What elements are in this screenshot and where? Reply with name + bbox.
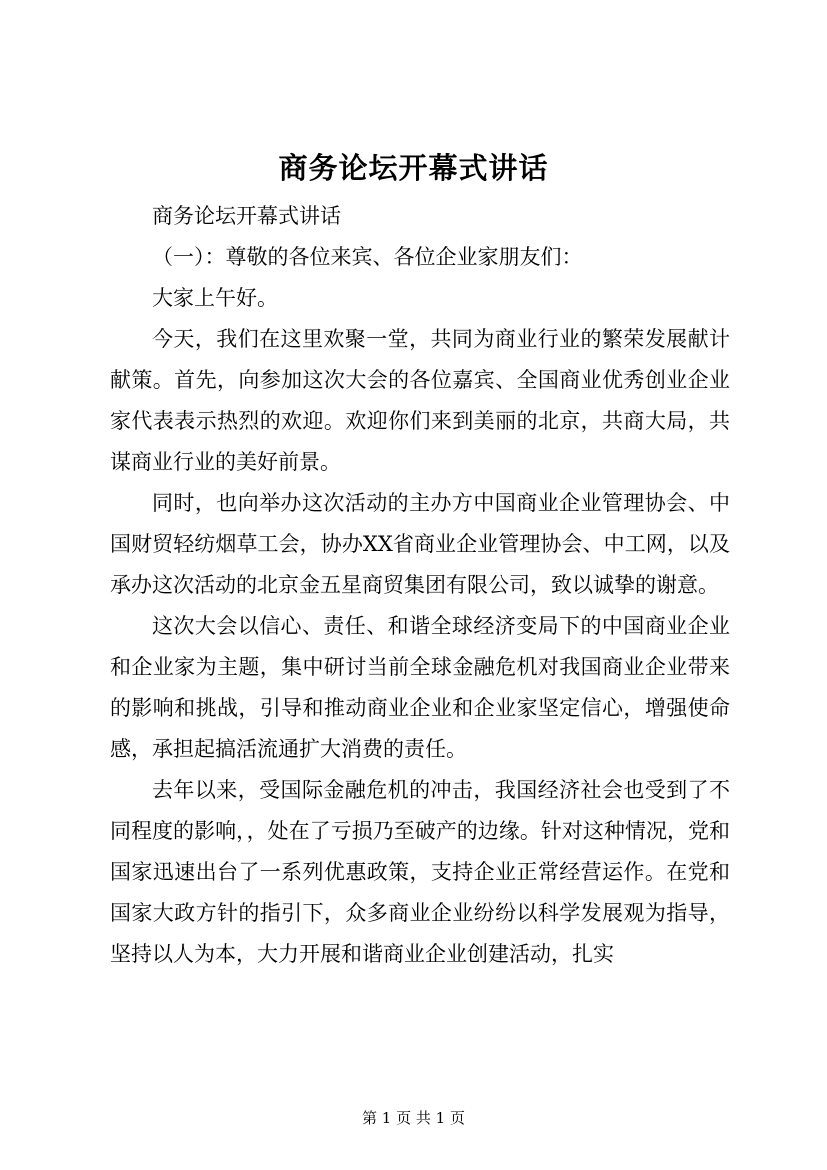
body-paragraph-background: 去年以来，受国际金融危机的冲击，我国经济社会也受到了不同程度的影响，，处在了亏损乃至破产的边缘。针对这种情况，党和国家迅速出台了一系列优惠政策，支持企业正常经营运作。在党和国家大政方针的指引下，众多商业企业纷纷以科学发展观为指导，坚持以人为本，大力开展和谐商业企业创建活动，扎实 [110, 778, 730, 966]
body-paragraph-heading: 商务论坛开幕式讲话 [152, 204, 341, 228]
document-body [110, 196, 730, 975]
body-paragraph-theme: 这次大会以信心、责任、和谐全球经济变局下的中国商业企业和企业家为主题，集中研讨当前全球金融危机对我国商业企业带来的影响和挑战，引导和推动商业企业和企业家坚定信心，增强使命感，承担起搞活流通扩大消费的责任。 [110, 614, 730, 761]
body-paragraph-welcome: 今天，我们在这里欢聚一堂，共同为商业行业的繁荣发展献计献策。首先，向参加这次大会的各位嘉宾、全国商业优秀创业企业家代表表示热烈的欢迎。欢迎你们来到美丽的北京，共商大局，共谋商业行业的美好前景。 [110, 327, 730, 474]
body-paragraph-thanks: 同时，也向举办这次活动的主办方中国商业企业管理协会、中国财贸轻纺烟草工会，协办XX省商业企业管理协会、中工网，以及承办这次活动的北京金五星商贸集团有限公司，致以诚挚的谢意。 [110, 491, 730, 597]
page-number-footer: 第 1 页 共 1 页 [362, 1109, 465, 1127]
body-paragraph-greeting: 大家上午好。 [152, 286, 278, 310]
document-title: 商务论坛开幕式讲话 [278, 151, 549, 185]
body-paragraph-salutation: （一）：尊敬的各位来宾、各位企业家朋友们： [152, 245, 583, 269]
